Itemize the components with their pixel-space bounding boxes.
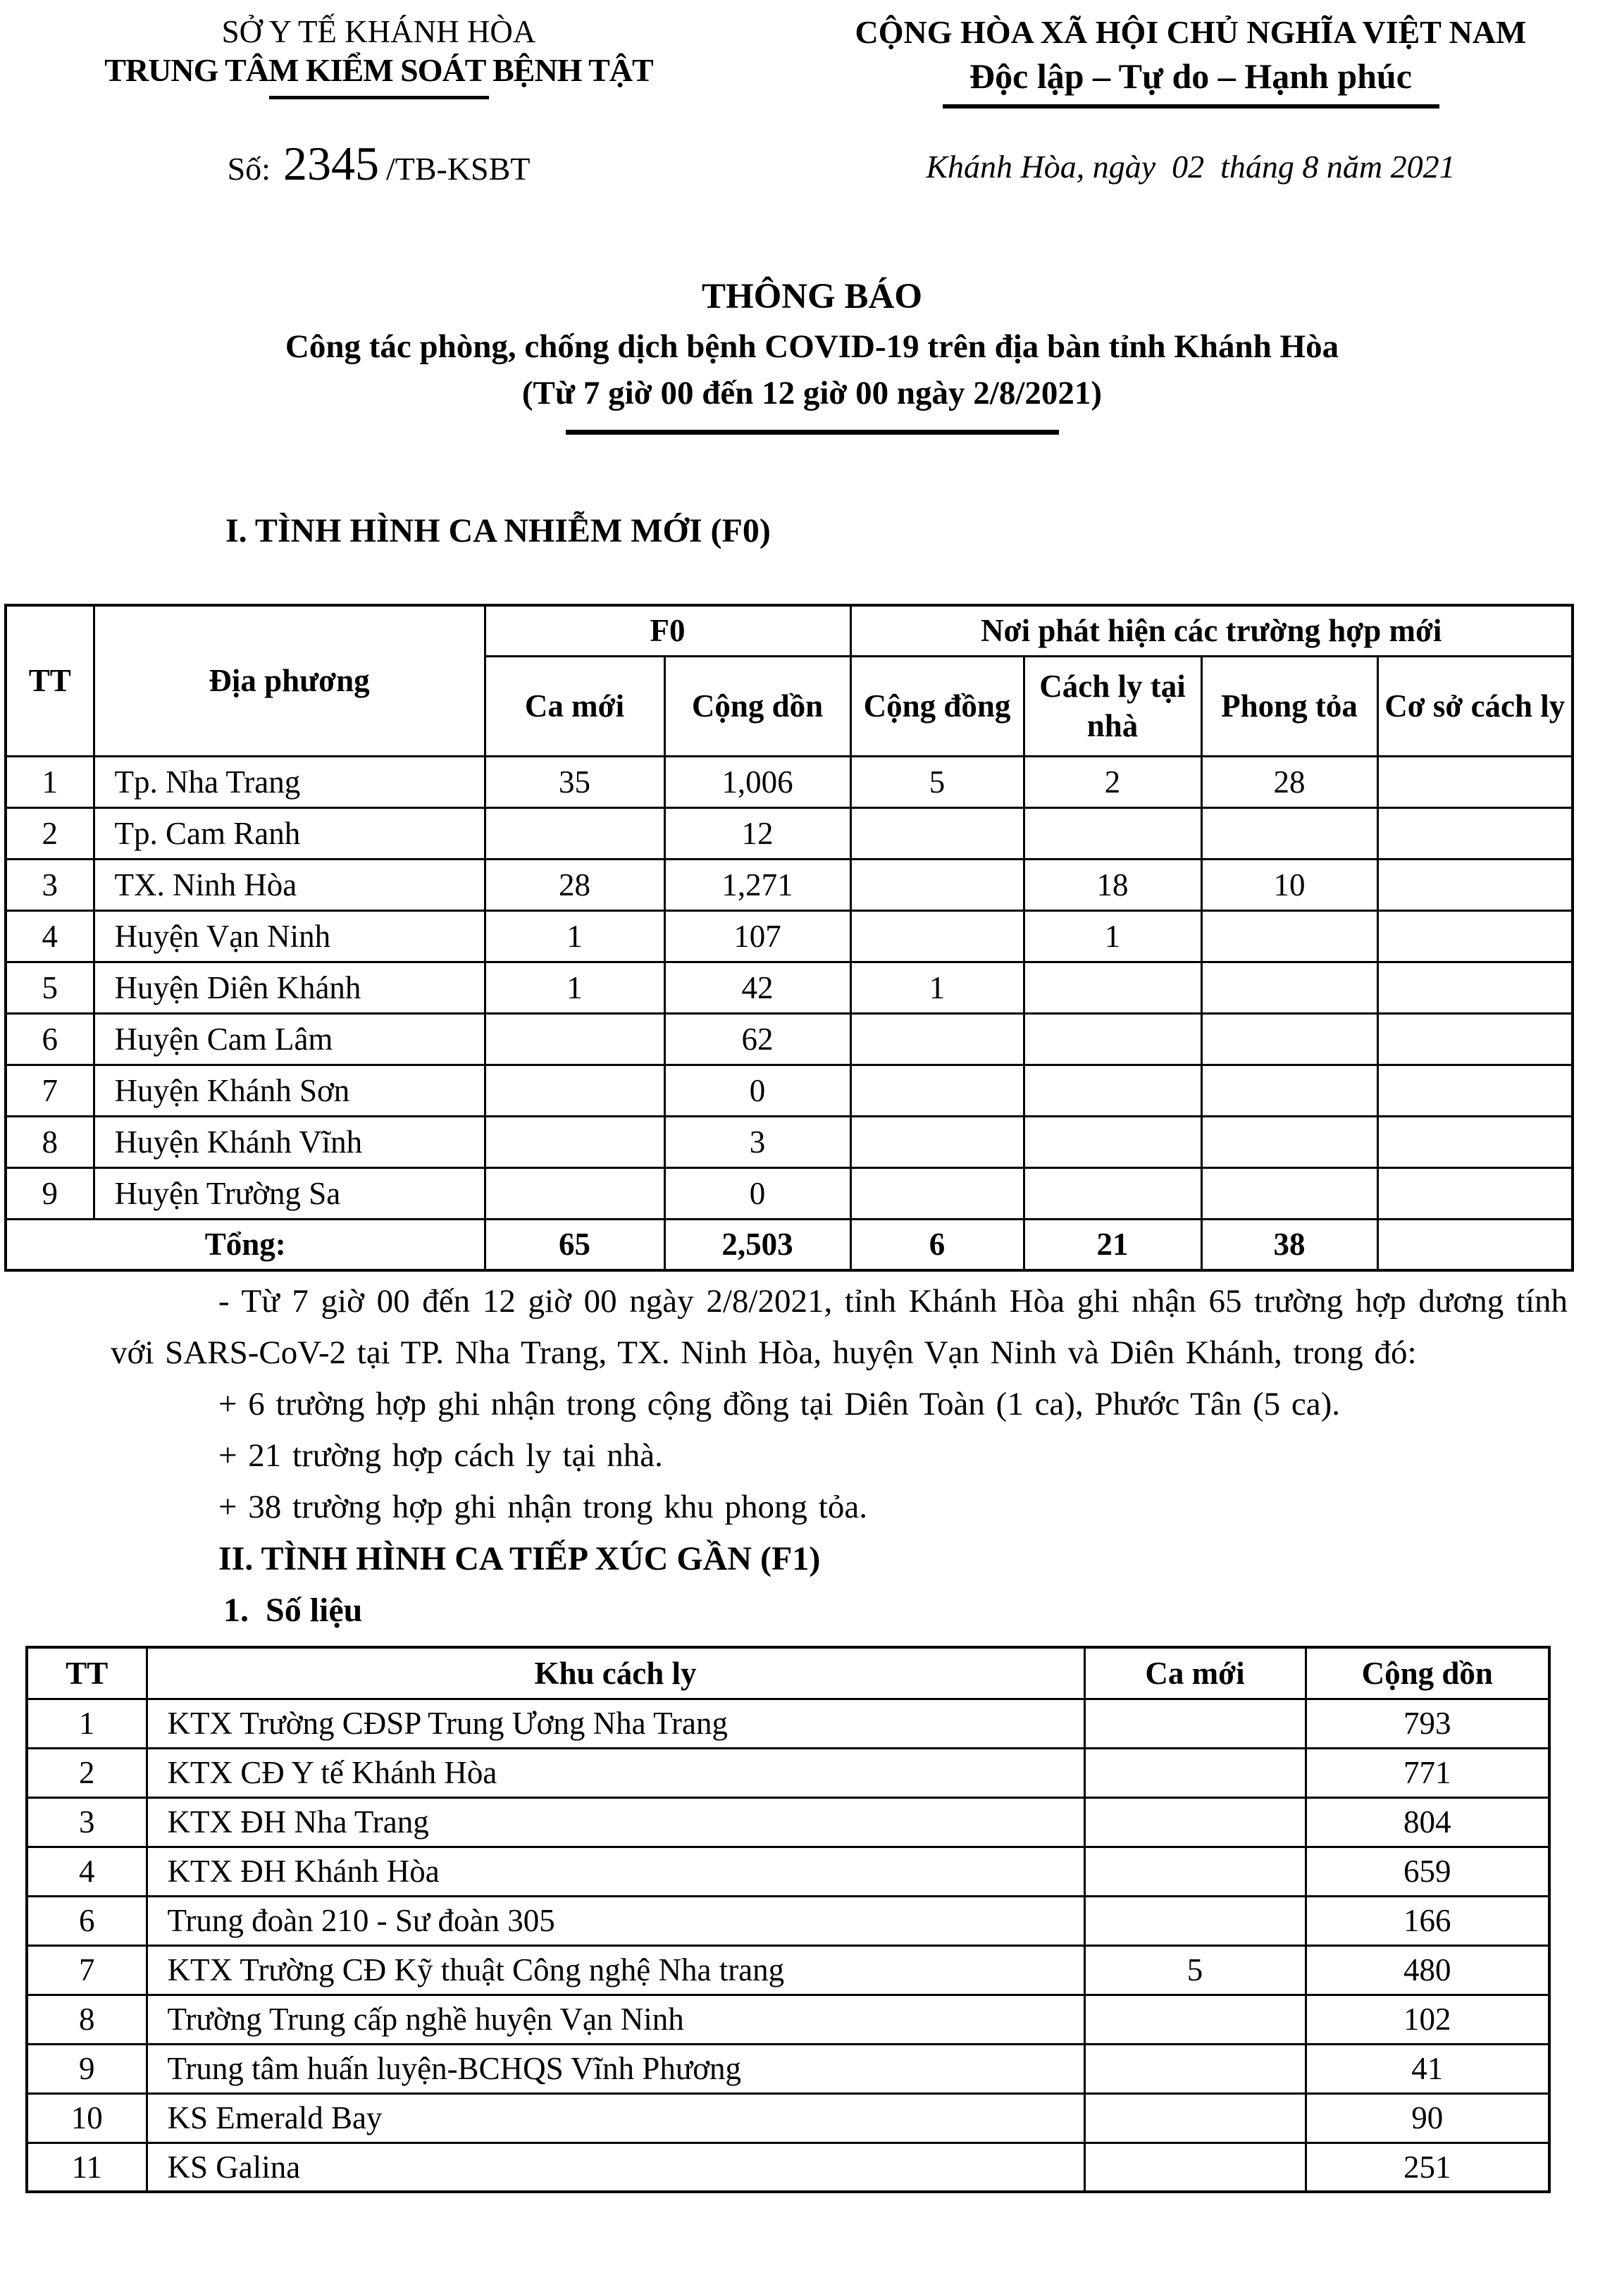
cell-tt: 7: [6, 1065, 94, 1116]
cell-community: [850, 1065, 1024, 1116]
cell-cumulative: 12: [664, 807, 850, 859]
table-row: [27, 1748, 1549, 1797]
cell-total-cumulative: 2,503: [664, 1219, 850, 1270]
document-title: THÔNG BÁO: [701, 277, 923, 316]
col-header-locality: Địa phương: [94, 605, 485, 756]
cell-community: [850, 807, 1024, 859]
cell-quarantine-facility: [1377, 807, 1573, 859]
document-number-line: [0, 136, 757, 192]
cell-cumulative: 0: [664, 1167, 850, 1219]
cell-locality: TX. Ninh Hòa: [94, 859, 485, 910]
cell-new-cases: 1: [485, 962, 664, 1013]
cell-cumulative: 90: [1306, 2093, 1549, 2143]
col-header-quarantine-facility: Cơ sở cách ly: [1377, 656, 1573, 756]
cell-new-cases: [485, 1116, 664, 1167]
cell-tt: 10: [27, 2093, 147, 2143]
document-number-suffix: /TB-KSBT: [385, 151, 531, 187]
cell-quarantine-facility: [1377, 1167, 1573, 1219]
cell-quarantine-facility: [1377, 1065, 1573, 1116]
cell-cumulative: 659: [1306, 1847, 1549, 1896]
col-header-new-cases: Ca mới: [485, 656, 664, 756]
table-row: [6, 756, 1573, 807]
section2-heading: II. TÌNH HÌNH CA TIẾP XÚC GẦN (F1): [218, 1540, 821, 1577]
cell-community: [850, 910, 1024, 962]
cell-total-quarantine-facility: [1377, 1219, 1573, 1270]
cell-locality: Huyện Khánh Sơn: [94, 1065, 485, 1116]
cell-tt: 8: [27, 1995, 147, 2044]
document-number-value: 2345: [283, 137, 379, 190]
document-header: [0, 0, 1624, 192]
cell-lockdown: [1201, 962, 1377, 1013]
col-header-community: Cộng đồng: [850, 656, 1024, 756]
cell-locality: Huyện Cam Lâm: [94, 1013, 485, 1065]
table-row: [27, 1699, 1549, 1748]
cell-locality: Huyện Vạn Ninh: [94, 910, 485, 962]
cell-lockdown: [1201, 1065, 1377, 1116]
cell-lockdown: [1201, 807, 1377, 859]
cell-home-quarantine: [1024, 807, 1201, 859]
title-underline-rule: [566, 430, 1059, 435]
cell-community: [850, 1013, 1024, 1065]
cell-new-cases: [485, 807, 664, 859]
cell-tt: 2: [27, 1748, 147, 1797]
cell-tt: 2: [6, 807, 94, 859]
table-header-row: [27, 1647, 1549, 1699]
cell-tt: 6: [6, 1013, 94, 1065]
cell-tt: 8: [6, 1116, 94, 1167]
col-header-home-quarantine: Cách ly tại nhà: [1024, 656, 1201, 756]
cell-total-community: 6: [850, 1219, 1024, 1270]
cell-quarantine-zone: KTX Trường CĐ Kỹ thuật Công nghệ Nha trang: [147, 1945, 1084, 1995]
cell-lockdown: [1201, 1013, 1377, 1065]
cell-new-cases: [1084, 2044, 1306, 2093]
cell-new-cases: [485, 1013, 664, 1065]
cell-cumulative: 1,271: [664, 859, 850, 910]
cell-quarantine-zone: Trung tâm huấn luyện-BCHQS Vĩnh Phương: [147, 2044, 1084, 2093]
cell-cumulative: 480: [1306, 1945, 1549, 1995]
table-row: [27, 1847, 1549, 1896]
cell-new-cases: [1084, 1896, 1306, 1945]
cell-home-quarantine: 18: [1024, 859, 1201, 910]
cell-tt: 4: [27, 1847, 147, 1896]
cell-tt: 6: [27, 1896, 147, 1945]
national-title: CỘNG HÒA XÃ HỘI CHỦ NGHĨA VIỆT NAM: [855, 14, 1527, 50]
lockdown-cases-paragraph: + 38 trường hợp ghi nhận trong khu phong tỏa.: [218, 1489, 867, 1525]
cell-quarantine-zone: KTX ĐH Nha Trang: [147, 1797, 1084, 1847]
f0-cases-table: [4, 604, 1574, 1272]
table-row: [6, 910, 1573, 962]
cell-cumulative: 771: [1306, 1748, 1549, 1797]
cell-tt: 9: [27, 2044, 147, 2093]
col-header-tt: TT: [27, 1647, 147, 1699]
section2-subheading: 1. Số liệu: [223, 1592, 363, 1629]
cell-community: 5: [850, 756, 1024, 807]
cell-community: [850, 859, 1024, 910]
cell-home-quarantine: [1024, 1065, 1201, 1116]
table-row: [27, 2093, 1549, 2143]
cell-quarantine-zone: KS Galina: [147, 2143, 1084, 2192]
place-date-line: Khánh Hòa, ngày 02 tháng 8 năm 2021: [926, 149, 1456, 185]
col-header-quarantine-zone: Khu cách ly: [147, 1647, 1084, 1699]
national-motto-block: [757, 13, 1624, 192]
cell-total-home-quarantine: 21: [1024, 1219, 1201, 1270]
cell-community: 1: [850, 962, 1024, 1013]
cell-total-label: Tổng:: [6, 1219, 485, 1270]
issuing-org-block: [0, 13, 757, 192]
cell-cumulative: 41: [1306, 2044, 1549, 2093]
table-row: [6, 1065, 1573, 1116]
cell-cumulative: 804: [1306, 1797, 1549, 1847]
col-header-cumulative: Cộng dồn: [1306, 1647, 1549, 1699]
org-parent-name: SỞ Y TẾ KHÁNH HÒA: [221, 14, 536, 49]
f1-quarantine-table: [25, 1646, 1551, 2193]
summary-paragraph: - Từ 7 giờ 00 đến 12 giờ 00 ngày 2/8/2021, tỉnh Khánh Hòa ghi nhận 65 trường hợp dương tính với SARS-CoV-2 tại TP. Nha Trang, TX. Ninh Hòa, huyện Vạn Ninh và Diên Khánh, trong đó:: [111, 1283, 1568, 1371]
national-motto: Độc lập – Tự do – Hạnh phúc: [969, 56, 1412, 96]
table-row: [6, 807, 1573, 859]
table-row: [27, 1797, 1549, 1847]
table-row: [6, 1116, 1573, 1167]
cell-home-quarantine: [1024, 1116, 1201, 1167]
cell-lockdown: 28: [1201, 756, 1377, 807]
cell-quarantine-facility: [1377, 756, 1573, 807]
cell-quarantine-facility: [1377, 910, 1573, 962]
cell-community: [850, 1167, 1024, 1219]
cell-quarantine-facility: [1377, 962, 1573, 1013]
cell-lockdown: [1201, 1116, 1377, 1167]
table-row: [6, 962, 1573, 1013]
table-row: [27, 1945, 1549, 1995]
document-subtitle: Công tác phòng, chống dịch bệnh COVID-19 trên địa bàn tỉnh Khánh Hòa: [285, 328, 1339, 365]
cell-tt: 11: [27, 2143, 147, 2192]
cell-new-cases: 35: [485, 756, 664, 807]
cell-tt: 3: [6, 859, 94, 910]
cell-cumulative: 42: [664, 962, 850, 1013]
col-header-cumulative: Cộng dồn: [664, 656, 850, 756]
cell-quarantine-zone: Trung đoàn 210 - Sư đoàn 305: [147, 1896, 1084, 1945]
cell-new-cases: [485, 1167, 664, 1219]
cell-cumulative: 251: [1306, 2143, 1549, 2192]
cell-total-lockdown: 38: [1201, 1219, 1377, 1270]
cell-home-quarantine: [1024, 1167, 1201, 1219]
table-row: [6, 859, 1573, 910]
cell-tt: 3: [27, 1797, 147, 1847]
cell-cumulative: 62: [664, 1013, 850, 1065]
cell-cumulative: 793: [1306, 1699, 1549, 1748]
home-quarantine-paragraph: + 21 trường hợp cách ly tại nhà.: [218, 1437, 663, 1474]
org-name: TRUNG TÂM KIỂM SOÁT BỆNH TẬT: [104, 52, 653, 88]
cell-quarantine-zone: KTX Trường CĐSP Trung Ương Nha Trang: [147, 1699, 1084, 1748]
cell-tt: 4: [6, 910, 94, 962]
cell-lockdown: [1201, 1167, 1377, 1219]
cell-new-cases: [485, 1065, 664, 1116]
table-row: [6, 1013, 1573, 1065]
cell-quarantine-zone: KS Emerald Bay: [147, 2093, 1084, 2143]
cell-lockdown: [1201, 910, 1377, 962]
cell-new-cases: [1084, 1995, 1306, 2044]
cell-locality: Huyện Diên Khánh: [94, 962, 485, 1013]
cell-new-cases: [1084, 1847, 1306, 1896]
table-row: [27, 2143, 1549, 2192]
document-number-label: Số:: [227, 151, 271, 187]
table-row: [27, 1995, 1549, 2044]
cell-locality: Huyện Khánh Vĩnh: [94, 1116, 485, 1167]
col-header-new-cases: Ca mới: [1084, 1647, 1306, 1699]
cell-quarantine-facility: [1377, 1116, 1573, 1167]
table-total-row: [6, 1219, 1573, 1270]
cell-quarantine-zone: KTX ĐH Khánh Hòa: [147, 1847, 1084, 1896]
table-row: [6, 1167, 1573, 1219]
cell-home-quarantine: 2: [1024, 756, 1201, 807]
col-group-f0: F0: [485, 605, 850, 656]
cell-quarantine-facility: [1377, 1013, 1573, 1065]
section1-heading: I. TÌNH HÌNH CA NHIỄM MỚI (F0): [225, 512, 771, 550]
table-header-row: [6, 605, 1573, 656]
cell-new-cases: [1084, 1748, 1306, 1797]
cell-new-cases: [1084, 1797, 1306, 1847]
cell-cumulative: 0: [664, 1065, 850, 1116]
cell-cumulative: 3: [664, 1116, 850, 1167]
cell-new-cases: 1: [485, 910, 664, 962]
cell-home-quarantine: [1024, 1013, 1201, 1065]
cell-cumulative: 107: [664, 910, 850, 962]
col-header-lockdown: Phong tỏa: [1201, 656, 1377, 756]
org-underline-rule: [269, 96, 489, 99]
cell-tt: 9: [6, 1167, 94, 1219]
cell-cumulative: 1,006: [664, 756, 850, 807]
cell-locality: Tp. Nha Trang: [94, 756, 485, 807]
document-title-block: [0, 275, 1624, 435]
cell-community: [850, 1116, 1024, 1167]
cell-home-quarantine: [1024, 962, 1201, 1013]
cell-new-cases: [1084, 2093, 1306, 2143]
cell-cumulative: 102: [1306, 1995, 1549, 2044]
table-row: [27, 2044, 1549, 2093]
document-time-range: (Từ 7 giờ 00 đến 12 giờ 00 ngày 2/8/2021): [521, 375, 1103, 411]
cell-quarantine-zone: Trường Trung cấp nghề huyện Vạn Ninh: [147, 1995, 1084, 2044]
cell-new-cases: 28: [485, 859, 664, 910]
cell-total-new-cases: 65: [485, 1219, 664, 1270]
cell-locality: Huyện Trường Sa: [94, 1167, 485, 1219]
cell-tt: 1: [27, 1699, 147, 1748]
cell-quarantine-zone: KTX CĐ Y tế Khánh Hòa: [147, 1748, 1084, 1797]
cell-tt: 5: [6, 962, 94, 1013]
cell-cumulative: 166: [1306, 1896, 1549, 1945]
cell-home-quarantine: 1: [1024, 910, 1201, 962]
table-row: [27, 1896, 1549, 1945]
cell-new-cases: [1084, 1699, 1306, 1748]
motto-underline-rule: [943, 104, 1439, 108]
col-group-detection-place: Nơi phát hiện các trường hợp mới: [850, 605, 1573, 656]
cell-quarantine-facility: [1377, 859, 1573, 910]
cell-new-cases: 5: [1084, 1945, 1306, 1995]
cell-lockdown: 10: [1201, 859, 1377, 910]
col-header-tt: TT: [6, 605, 94, 756]
cell-new-cases: [1084, 2143, 1306, 2192]
cell-tt: 7: [27, 1945, 147, 1995]
community-cases-paragraph: + 6 trường hợp ghi nhận trong cộng đồng tại Diên Toàn (1 ca), Phước Tân (5 ca).: [218, 1386, 1341, 1422]
cell-tt: 1: [6, 756, 94, 807]
cell-locality: Tp. Cam Ranh: [94, 807, 485, 859]
